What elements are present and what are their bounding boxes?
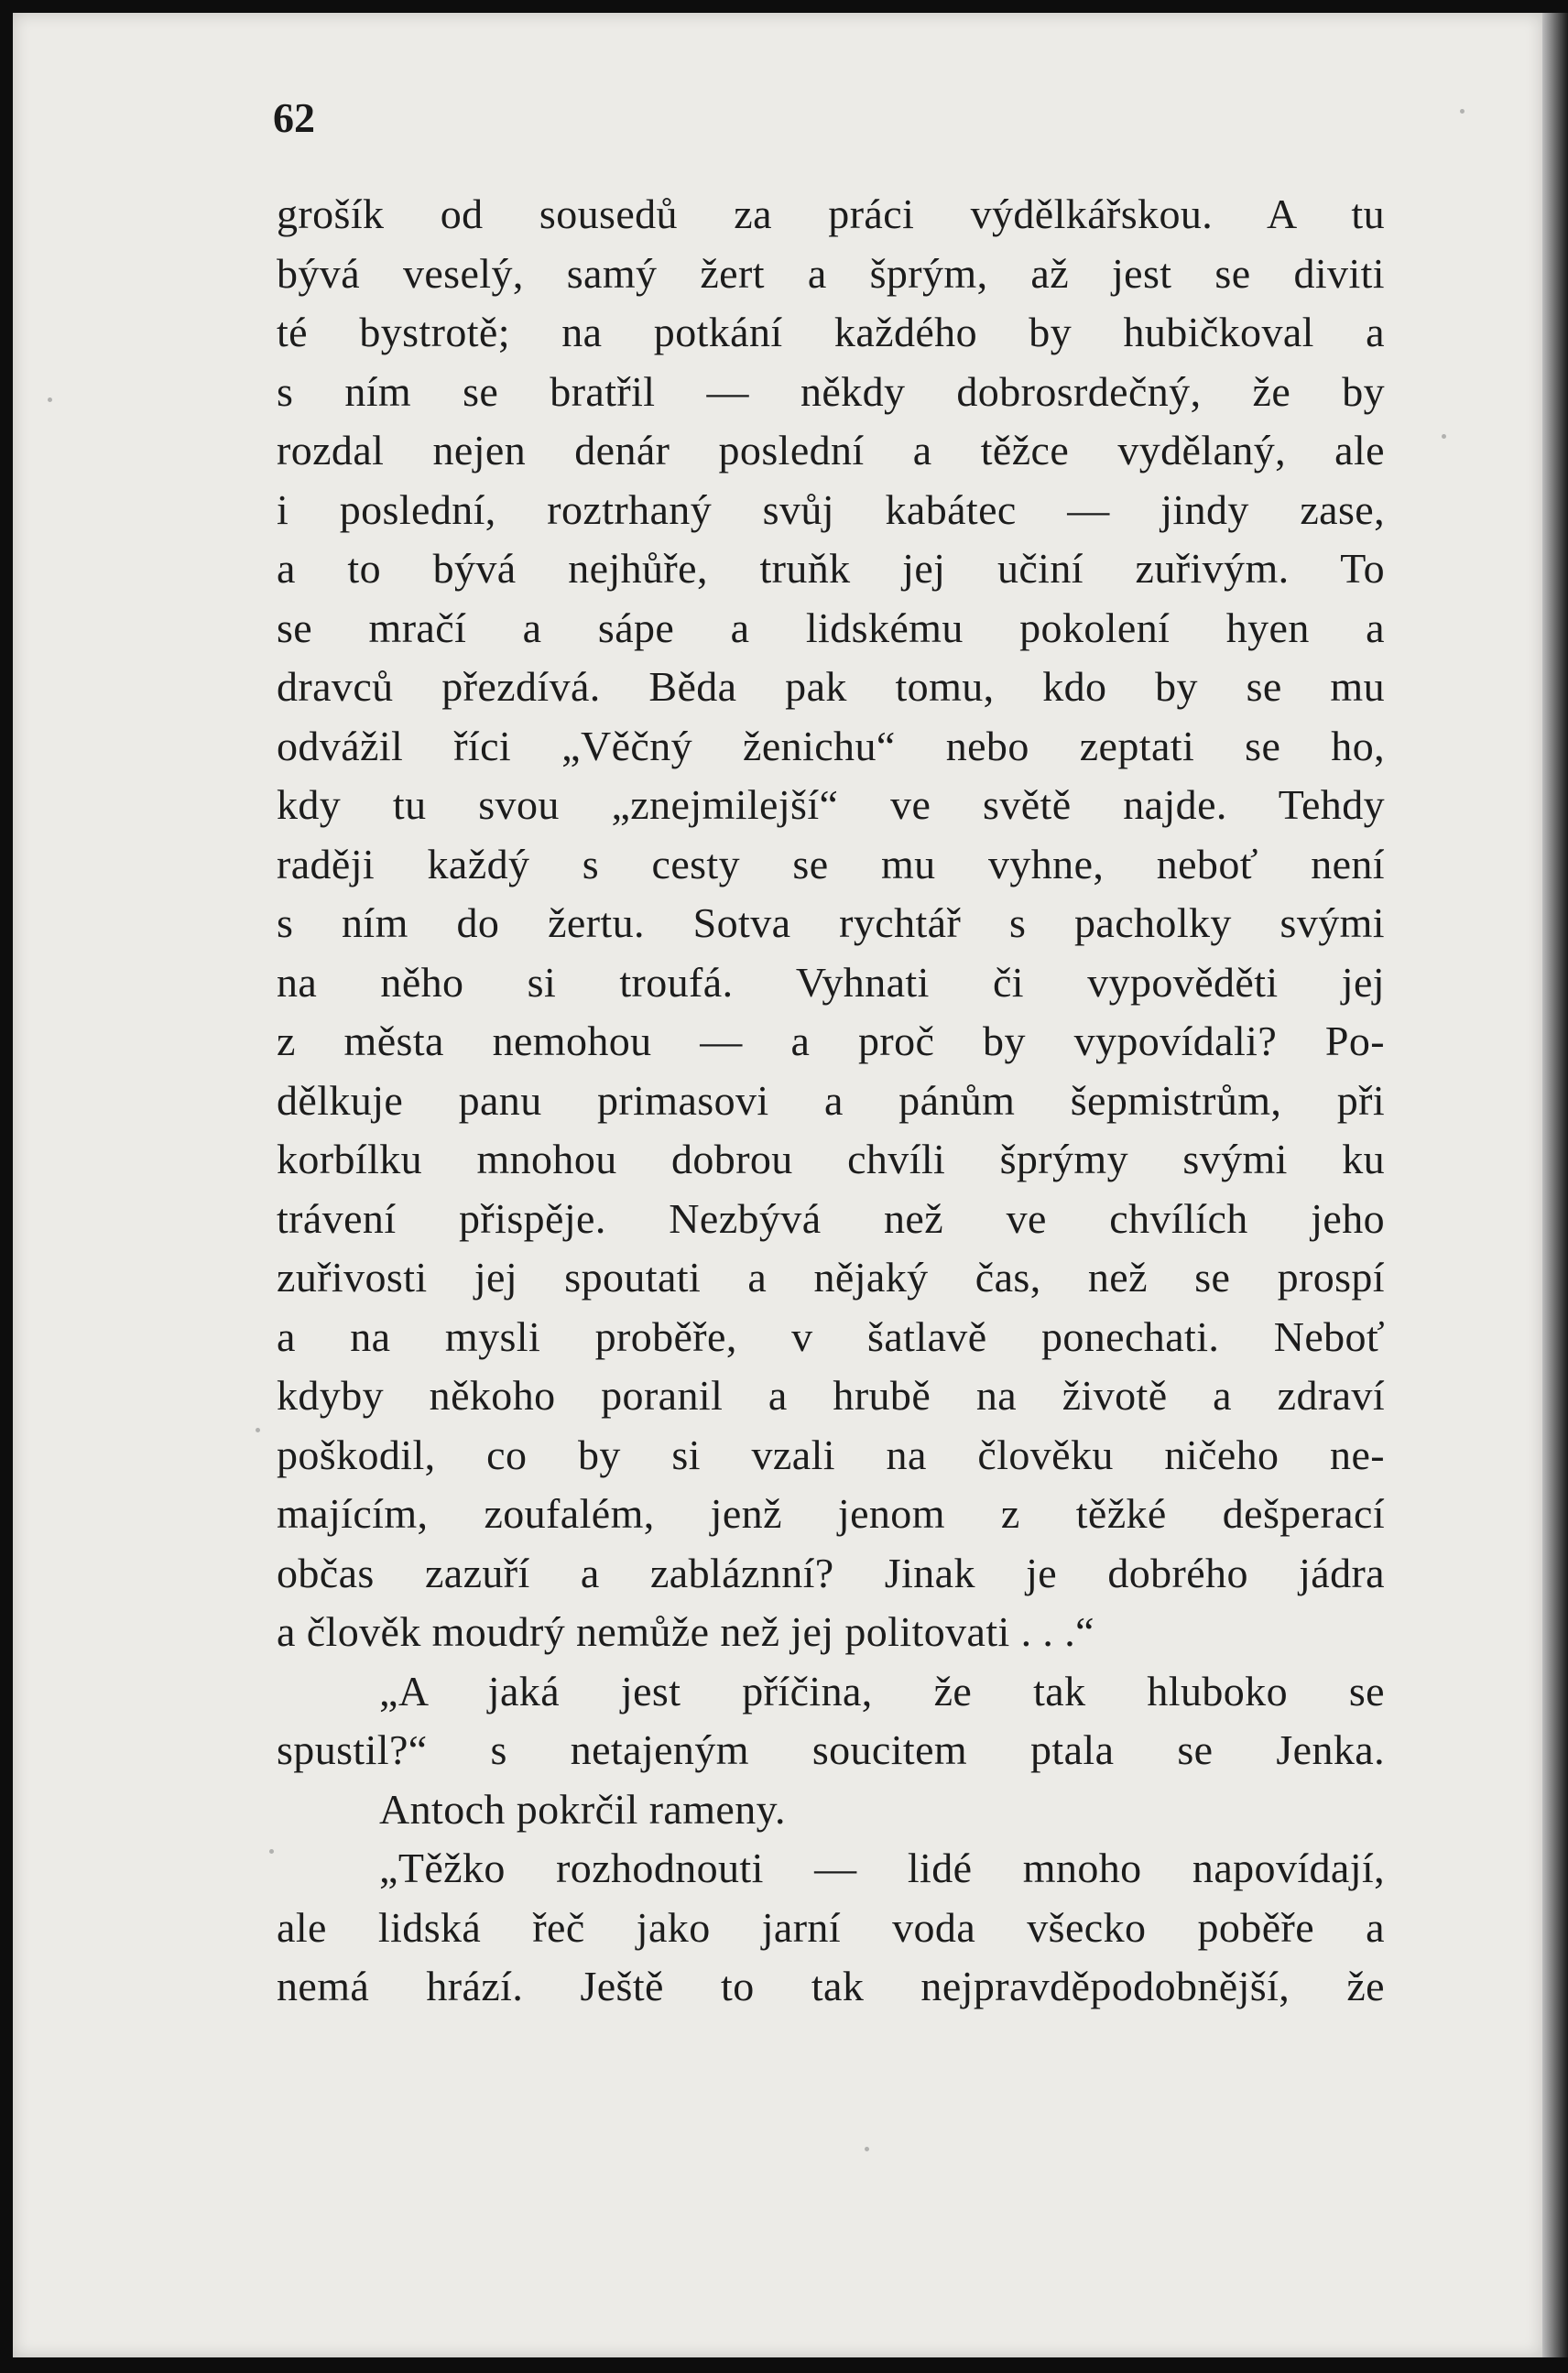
- text-line: na něho si troufá. Vyhnati či vypověděti jej: [277, 958, 1385, 1006]
- text-line: poškodil, co by si vzali na člověku ničeho ne-: [277, 1431, 1385, 1478]
- text-line: s ním do žertu. Sotva rychtář s pacholky svými: [277, 899, 1385, 946]
- text-line: raději každý s cesty se mu vyhne, neboť není: [277, 840, 1385, 887]
- paper-speck: [256, 1428, 260, 1432]
- page-edge-shadow: [1542, 13, 1568, 2357]
- text-line: kdyby někoho poranil a hrubě na životě a zdraví: [277, 1372, 1385, 1419]
- text-line: kdy tu svou „znejmilejší“ ve světě najde. Tehdy: [277, 781, 1385, 828]
- text-line: grošík od sousedů za práci výdělkářskou. A tu: [277, 190, 1385, 237]
- text-line: „A jaká jest příčina, že tak hluboko se: [379, 1667, 1385, 1714]
- text-line: Antoch pokrčil rameny.: [379, 1785, 786, 1833]
- text-line: a to bývá nejhůře, truňk jej učiní zuřivým. To: [277, 545, 1385, 592]
- text-line: i poslední, roztrhaný svůj kabátec — jindy zase,: [277, 485, 1385, 533]
- text-line: dravců přezdívá. Běda pak tomu, kdo by se mu: [277, 663, 1385, 710]
- text-line: a na mysli proběře, v šatlavě ponechati. Neboť: [277, 1312, 1385, 1360]
- text-line: z města nemohou — a proč by vypovídali? Po-: [277, 1018, 1385, 1064]
- paper-speck: [1442, 434, 1446, 439]
- text-line: nemá hrází. Ještě to tak nejpravděpodobnější, že: [277, 1963, 1385, 2009]
- text-line: trávení přispěje. Nezbývá než ve chvílích jeho: [277, 1194, 1385, 1242]
- text-line: ale lidská řeč jako jarní voda všecko poběře a: [277, 1903, 1385, 1951]
- book-page: [13, 13, 1542, 2357]
- text-line: s ním se bratřil — někdy dobrosrdečný, že by: [277, 367, 1385, 415]
- text-line: odvážil říci „Věčný ženichu“ nebo zeptati se ho,: [277, 722, 1385, 769]
- text-line: bývá veselý, samý žert a šprým, až jest se diviti: [277, 249, 1385, 297]
- text-line: spustil?“ s netajeným soucitem ptala se Jenka.: [277, 1726, 1385, 1773]
- paper-speck: [269, 1849, 274, 1854]
- text-line: zuřivosti jej spoutati a nějaký čas, než se prospí: [277, 1254, 1385, 1301]
- body-text: [277, 185, 1385, 2017]
- paper-speck: [1460, 109, 1465, 114]
- text-line: rozdal nejen denár poslední a těžce vydělaný, ale: [277, 427, 1385, 474]
- text-line: a člověk moudrý nemůže než jej politovati . . .“: [277, 1608, 1094, 1655]
- text-line: dělkuje panu primasovi a pánům šepmistrům, při: [277, 1076, 1385, 1124]
- text-line: občas zazuří a zabláznní? Jinak je dobrého jádra: [277, 1549, 1385, 1596]
- text-line: „Těžko rozhodnouti — lidé mnoho napovídají,: [379, 1845, 1385, 1891]
- text-line: té bystrotě; na potkání každého by hubičkoval a: [277, 309, 1385, 355]
- page-number: 62: [273, 94, 315, 141]
- text-line: se mračí a sápe a lidskému pokolení hyen a: [277, 604, 1385, 651]
- text-line: majícím, zoufalém, jenž jenom z těžké dešperací: [277, 1490, 1385, 1537]
- text-line: korbílku mnohou dobrou chvíli šprýmy svými ku: [277, 1136, 1385, 1182]
- paper-speck: [48, 397, 52, 402]
- paper-speck: [865, 2147, 869, 2151]
